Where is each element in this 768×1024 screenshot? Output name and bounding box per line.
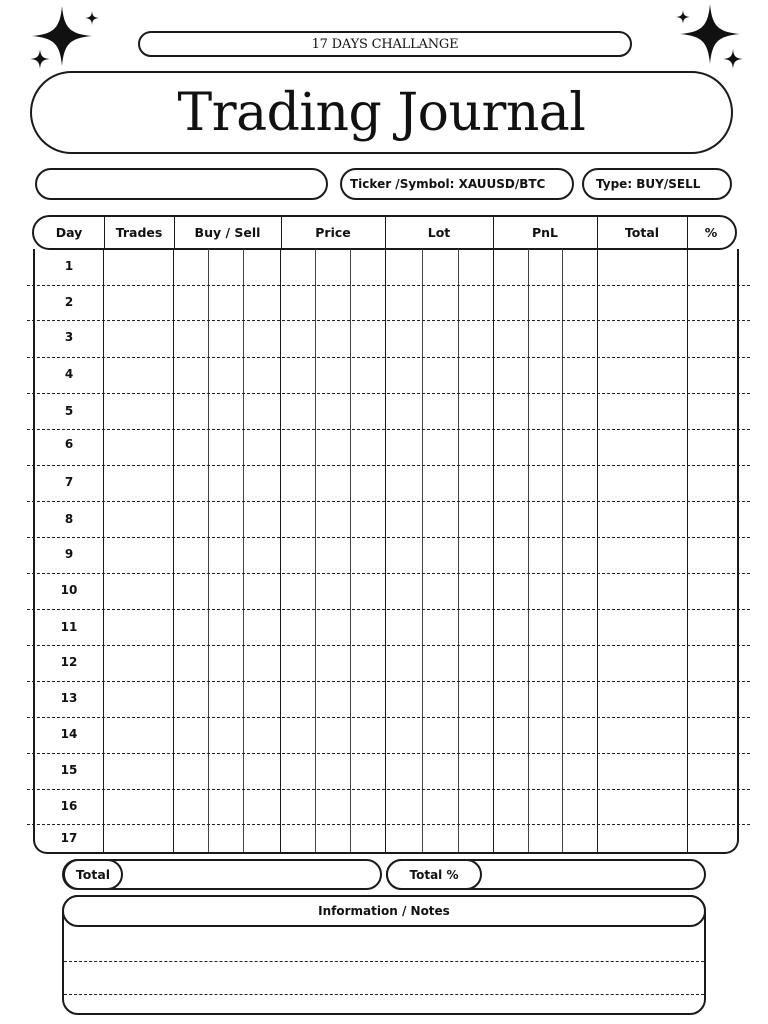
day-label: 4 xyxy=(64,367,74,381)
column-divider xyxy=(687,249,688,852)
sparkle-icon-small-left-top xyxy=(85,11,99,25)
column-divider xyxy=(280,249,281,852)
day-label: 3 xyxy=(64,330,74,344)
name-field[interactable] xyxy=(35,168,328,200)
row-separator xyxy=(27,465,750,466)
row-separator xyxy=(27,573,750,574)
row-separator xyxy=(27,357,750,358)
column-header-lot: Lot xyxy=(427,225,451,240)
row-separator xyxy=(27,717,750,718)
row-separator xyxy=(27,753,750,754)
row-separator xyxy=(27,501,750,502)
total-percent-label: Total % xyxy=(386,859,482,890)
day-label: 16 xyxy=(60,799,78,813)
day-label: 8 xyxy=(64,512,74,526)
row-separator xyxy=(27,537,750,538)
sub-column-divider xyxy=(562,249,563,852)
sub-column-divider xyxy=(350,249,351,852)
column-header-pnl: PnL xyxy=(531,225,559,240)
sparkle-icon-small-right-bottom xyxy=(723,49,743,69)
sub-column-divider xyxy=(208,249,209,852)
day-label: 10 xyxy=(60,583,78,597)
column-header-trades: Trades xyxy=(115,225,163,240)
challenge-subtitle: 17 DAYS CHALLANGE xyxy=(138,31,632,57)
row-separator xyxy=(27,789,750,790)
sub-column-divider xyxy=(422,249,423,852)
total-label: Total xyxy=(63,859,123,890)
sparkle-icon-small-left-bottom xyxy=(30,49,50,69)
sub-column-divider xyxy=(458,249,459,852)
day-label: 9 xyxy=(64,547,74,561)
day-label: 11 xyxy=(60,620,78,634)
journal-table-body[interactable] xyxy=(33,249,739,854)
day-label: 2 xyxy=(64,295,74,309)
column-header-percent: % xyxy=(704,225,718,240)
column-divider xyxy=(385,249,386,852)
row-separator xyxy=(27,320,750,321)
trade-type-field[interactable]: Type: BUY/SELL xyxy=(582,168,732,200)
page-title: Trading Journal xyxy=(30,71,733,154)
row-separator xyxy=(27,645,750,646)
column-divider xyxy=(173,249,174,852)
day-label: 15 xyxy=(60,763,78,777)
row-separator xyxy=(27,681,750,682)
column-header-total: Total xyxy=(624,225,660,240)
column-header-price: Price xyxy=(315,225,351,240)
day-label: 5 xyxy=(64,404,74,418)
row-separator xyxy=(27,609,750,610)
sub-column-divider xyxy=(528,249,529,852)
day-label: 6 xyxy=(64,437,74,451)
notes-header: Information / Notes xyxy=(62,895,706,927)
column-divider xyxy=(103,249,104,852)
row-separator xyxy=(27,393,750,394)
sub-column-divider xyxy=(315,249,316,852)
row-separator xyxy=(27,429,750,430)
sub-column-divider xyxy=(243,249,244,852)
day-label: 1 xyxy=(64,259,74,273)
day-label: 14 xyxy=(60,727,78,741)
column-divider xyxy=(597,249,598,852)
column-divider xyxy=(493,249,494,852)
day-label: 13 xyxy=(60,691,78,705)
note-line xyxy=(64,961,704,962)
day-label: 7 xyxy=(64,475,74,489)
ticker-symbol-field[interactable]: Ticker /Symbol: XAUUSD/BTC xyxy=(340,168,574,200)
row-separator xyxy=(27,824,750,825)
note-line xyxy=(64,994,704,995)
day-label: 12 xyxy=(60,655,78,669)
row-separator xyxy=(27,285,750,286)
column-header-day: Day xyxy=(55,225,83,240)
table-header-row xyxy=(32,215,737,250)
sparkle-icon-small-right-top xyxy=(676,10,690,24)
column-header-buy-sell: Buy / Sell xyxy=(194,225,261,240)
day-label: 17 xyxy=(60,831,78,845)
